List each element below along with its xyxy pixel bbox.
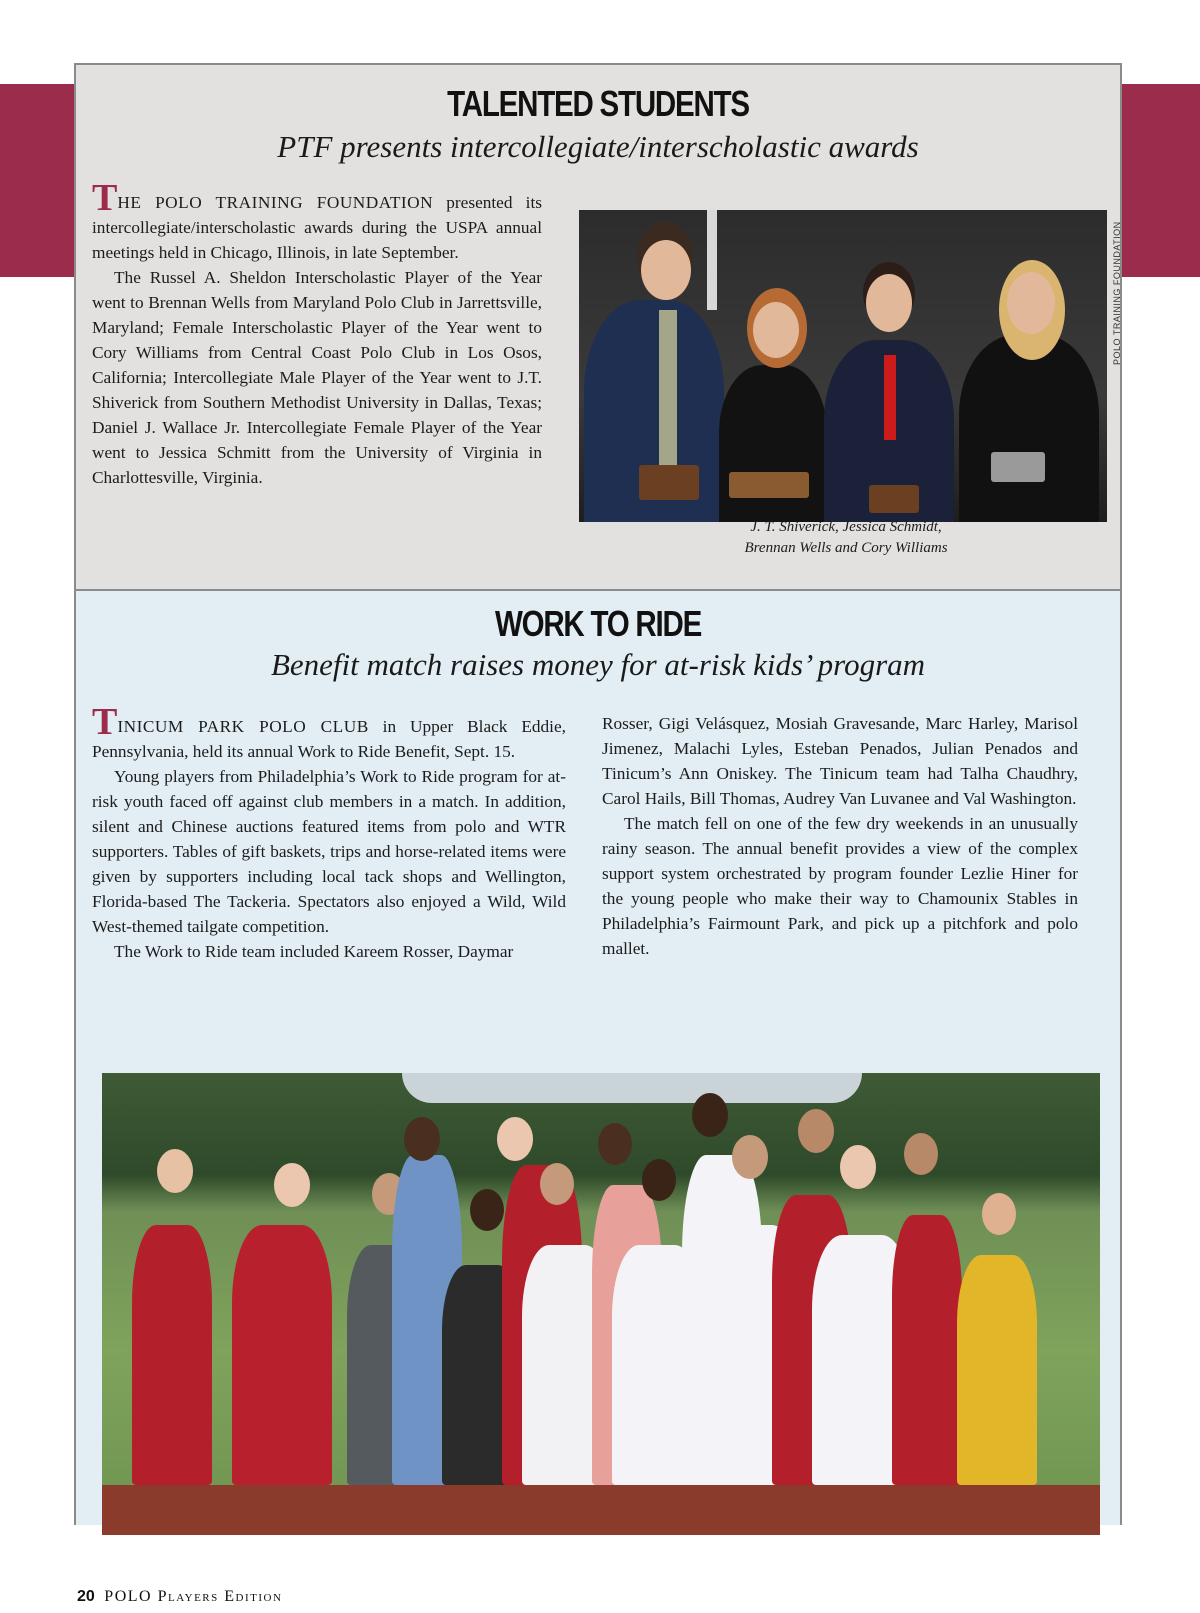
photo-credit: POLO TRAINING FOUNDATION (1112, 221, 1122, 365)
paragraph (92, 701, 566, 764)
paragraph: Young players from Philadelphia’s Work to Ride program for at-risk youth faced off against club members in a match. In addition, silent and Chinese auctions featured items from polo and WTR supporters. Tables of gift baskets, trips and horse-related items were given by supporters including local tack shops and Wellington, Florida-based The Tackeria. Spectators also enjoyed a Wild, Wild West-themed tailgate competition. (92, 767, 566, 936)
photo-person (719, 365, 827, 522)
page-footer (77, 1588, 282, 1606)
trophy (991, 452, 1045, 482)
photo-person-face (641, 240, 691, 300)
photo-person-face (982, 1193, 1016, 1235)
deck: Benefit match raises money for at-risk kids’ program (270, 647, 926, 682)
lead-in: INICUM PARK POLO CLUB (117, 717, 369, 736)
photo-person (892, 1215, 962, 1485)
page-frame (74, 63, 1122, 1525)
deck: PTF presents intercollegiate/interscholastic awards (277, 129, 919, 164)
photo-person (232, 1225, 332, 1485)
photo-caption (696, 517, 996, 559)
headline: WORK TO RIDE (494, 603, 702, 644)
accent-band-left (0, 84, 76, 277)
photo-person-face (732, 1135, 768, 1179)
drop-cap: T (92, 177, 118, 219)
page-number: 20 (77, 1588, 95, 1605)
publication-name: POLO Players Edition (104, 1588, 283, 1605)
trophy (869, 485, 919, 513)
article-talented-students (76, 65, 1120, 589)
photo-person-face (840, 1145, 876, 1189)
paragraph-text: in Upper Black Eddie, Pennsylvania, held its annual Work to Ride Benefit, Sept. 15. (92, 717, 566, 761)
trophy (639, 465, 699, 500)
article-body-column-2 (602, 711, 1078, 961)
photo-person-face (540, 1163, 574, 1205)
paragraph: The match fell on one of the few dry weekends in an unusually rainy season. The annual benefit provides a view of the complex support system orchestrated by program founder Lezlie Hiner for the young people who make their way to Chamounix Stables in Philadelphia’s Fairmount Park, and pick up a pitchfork and polo mallet. (602, 814, 1078, 958)
photo-tie (659, 310, 677, 470)
trophy (729, 472, 809, 498)
paragraph (92, 177, 542, 265)
photo-person-face (642, 1159, 676, 1201)
photo-person-face (904, 1133, 938, 1175)
article-body (92, 177, 542, 490)
caption-line: Brennan Wells and Cory Williams (744, 540, 948, 556)
photo-person (957, 1255, 1037, 1485)
caption-line: J. T. Shiverick, Jessica Schmidt, (750, 519, 942, 535)
photo-person-face (598, 1123, 632, 1165)
article-work-to-ride (76, 589, 1120, 1525)
photo-person-face (798, 1109, 834, 1153)
paragraph: The Work to Ride team included Kareem Rosser, Daymar (114, 942, 514, 961)
article-body-column-1 (92, 701, 566, 964)
paragraph-text: presented its intercollegiate/interscholastic awards during the USPA annual meetings held in Chicago, Illinois, in late September. (92, 193, 542, 262)
photo-person-face (404, 1117, 440, 1161)
photo-tie (884, 355, 896, 440)
photo-sky (402, 1073, 862, 1103)
photo-sideboard (102, 1485, 1100, 1535)
lead-in: HE POLO TRAINING FOUNDATION (117, 193, 434, 212)
headline: TALENTED STUDENTS (447, 83, 749, 124)
photo-person-face (866, 274, 912, 332)
accent-band-right (1122, 84, 1200, 277)
photo-person-face (470, 1189, 504, 1231)
photo-person-face (497, 1117, 533, 1161)
photo-person-face (274, 1163, 310, 1207)
photo-person (959, 335, 1099, 522)
drop-cap: T (92, 701, 118, 743)
photo-person (132, 1225, 212, 1485)
paragraph: The Russel A. Sheldon Interscholastic Player of the Year went to Brennan Wells from Maryland Polo Club in Jarrettsville, Maryland; Female Interscholastic Player of the Year went to Cory Williams from Central Coast Polo Club in Los Osos, California; Intercollegiate Male Player of the Year went to J.T. Shiverick from Southern Methodist University in Dallas, Texas; Daniel J. Wallace Jr. Intercollegiate Female Player of the Year went to Jessica Schmitt from the University of Virginia in Charlottesville, Virginia. (92, 268, 542, 487)
photo-person-face (692, 1093, 728, 1137)
paragraph: Rosser, Gigi Velásquez, Mosiah Gravesande, Marc Harley, Marisol Jimenez, Malachi Lyles, Esteban Penados, Julian Penados and Tinicum’s Ann Oniskey. The Tinicum team had Talha Chaudhry, Carol Hails, Bill Thomas, Audrey Van Luvanee and Val Washington. (602, 714, 1078, 808)
photo-person-face (753, 302, 799, 358)
photo-person-face (157, 1149, 193, 1193)
photo-background-panel (707, 210, 717, 310)
team-photo (102, 1073, 1100, 1535)
awards-photo (579, 210, 1107, 522)
photo-person-face (1007, 272, 1055, 334)
